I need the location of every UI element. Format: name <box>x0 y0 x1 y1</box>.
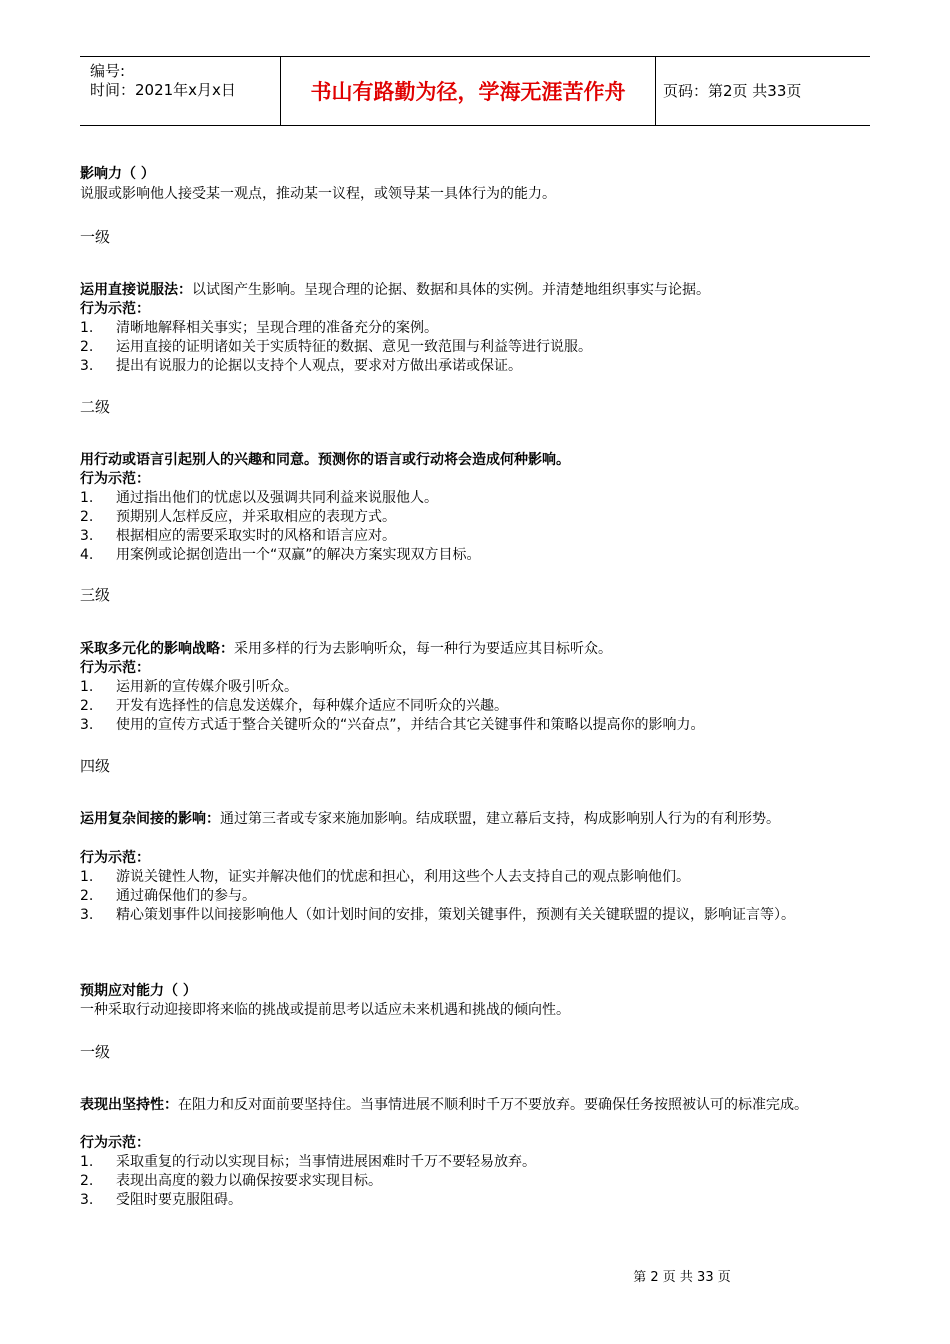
list-text: 采取重复的行动以实现目标；当事情进展困难时千万不要轻易放弃。 <box>116 1154 536 1170</box>
list-text: 清晰地解释相关事实；呈现合理的准备充分的案例。 <box>116 320 438 336</box>
level-heading: 三级 <box>80 586 111 604</box>
demo-label: 行为示范： <box>80 301 150 317</box>
lead-text: 通过第三者或专家来施加影响。结成联盟，建立幕后支持，构成影响别人行为的有利形势。 <box>220 811 780 827</box>
list-text: 精心策划事件以间接影响他人（如计划时间的安排，策划关键事件，预测有关关键联盟的提议，影响证言等）。 <box>116 907 795 923</box>
demo-label: 行为示范： <box>80 850 150 866</box>
level-heading: 一级 <box>80 228 111 246</box>
list-number: 2. <box>80 1173 94 1189</box>
list-number: 1. <box>80 490 94 506</box>
header-info-cell <box>80 57 280 125</box>
level-lead <box>80 1096 872 1115</box>
list-text: 运用新的宣传媒介吸引听众。 <box>116 679 298 695</box>
demo-label: 行为示范： <box>80 660 150 676</box>
list-number: 3. <box>80 358 94 374</box>
page-footer <box>0 1270 950 1286</box>
level-heading: 四级 <box>80 757 111 775</box>
page-header <box>80 56 870 126</box>
lead-text: 在阻力和反对面前要坚持住。当事情进展不顺利时千万不要放弃。要确保任务按照被认可的标准完成。 <box>178 1097 808 1113</box>
level-heading: 二级 <box>80 398 111 416</box>
demo-label: 行为示范： <box>80 1135 150 1151</box>
motto: 书山有路勤为径，学海无涯苦作舟 <box>310 80 626 104</box>
list-number: 4. <box>80 547 94 563</box>
lead-text: 采用多样的行为去影响听众，每一种行为要适应其目标听众。 <box>234 641 612 657</box>
list-number: 2. <box>80 888 94 904</box>
list-text: 使用的宣传方式适于整合关键听众的“兴奋点”，并结合其它关键事件和策略以提高你的影响力。 <box>116 717 705 733</box>
list-number: 3. <box>80 1192 94 1208</box>
footer-page-label: 第 2 页 共 33 页 <box>633 1270 731 1285</box>
lead-bold: 表现出坚持性： <box>80 1097 178 1113</box>
list-text: 游说关键性人物，证实并解决他们的忧虑和担心，利用这些个人去支持自己的观点影响他们。 <box>116 869 690 885</box>
header-motto-cell <box>280 57 656 125</box>
demo-label: 行为示范： <box>80 471 150 487</box>
number-label: 编号: <box>90 62 126 80</box>
list-text: 通过确保他们的参与。 <box>116 888 256 904</box>
section-title: 影响力（ ） <box>80 166 155 182</box>
list-text: 通过指出他们的忧虑以及强调共同利益来说服他人。 <box>116 490 438 506</box>
list-number: 1. <box>80 1154 94 1170</box>
list-number: 1. <box>80 869 94 885</box>
list-text: 开发有选择性的信息发送媒介，每种媒介适应不同听众的兴趣。 <box>116 698 508 714</box>
lead-text: 以试图产生影响。呈现合理的论据、数据和具体的实例。并清楚地组织事实与论据。 <box>192 282 710 298</box>
list-text: 根据相应的需要采取实时的风格和语言应对。 <box>116 528 396 544</box>
list-text: 运用直接的证明诸如关于实质特征的数据、意见一致范围与利益等进行说服。 <box>116 339 592 355</box>
list-number: 2. <box>80 698 94 714</box>
section-description: 一种采取行动迎接即将来临的挑战或提前思考以适应未来机遇和挑战的倾向性。 <box>80 1002 570 1018</box>
list-number: 3. <box>80 717 94 733</box>
level-heading: 一级 <box>80 1043 111 1061</box>
list-number: 2. <box>80 509 94 525</box>
lead-bold: 采取多元化的影响战略： <box>80 641 234 657</box>
list-number: 1. <box>80 320 94 336</box>
header-page-cell <box>655 57 870 125</box>
list-text: 表现出高度的毅力以确保按要求实现目标。 <box>116 1173 382 1189</box>
lead-bold: 运用复杂间接的影响： <box>80 811 220 827</box>
list-number: 1. <box>80 679 94 695</box>
time-label: 时间：2021年x月x日 <box>90 81 236 99</box>
list-number: 3. <box>80 907 94 923</box>
section-title: 预期应对能力（ ） <box>80 983 197 999</box>
level-lead: 用行动或语言引起别人的兴趣和同意。预测你的语言或行动将会造成何种影响。 <box>80 452 570 468</box>
page-code: 页码：第2页 共33页 <box>663 82 802 100</box>
list-text: 用案例或论据创造出一个“双赢”的解决方案实现双方目标。 <box>116 547 481 563</box>
level-lead <box>80 281 710 300</box>
level-lead <box>80 640 612 659</box>
lead-bold: 运用直接说服法： <box>80 282 192 298</box>
section-description: 说服或影响他人接受某一观点，推动某一议程，或领导某一具体行为的能力。 <box>80 186 556 202</box>
level-lead <box>80 810 872 829</box>
list-number: 2. <box>80 339 94 355</box>
list-text: 提出有说服力的论据以支持个人观点，要求对方做出承诺或保证。 <box>116 358 522 374</box>
list-text: 预期别人怎样反应，并采取相应的表现方式。 <box>116 509 396 525</box>
list-text: 受阻时要克服阻碍。 <box>116 1192 242 1208</box>
list-number: 3. <box>80 528 94 544</box>
